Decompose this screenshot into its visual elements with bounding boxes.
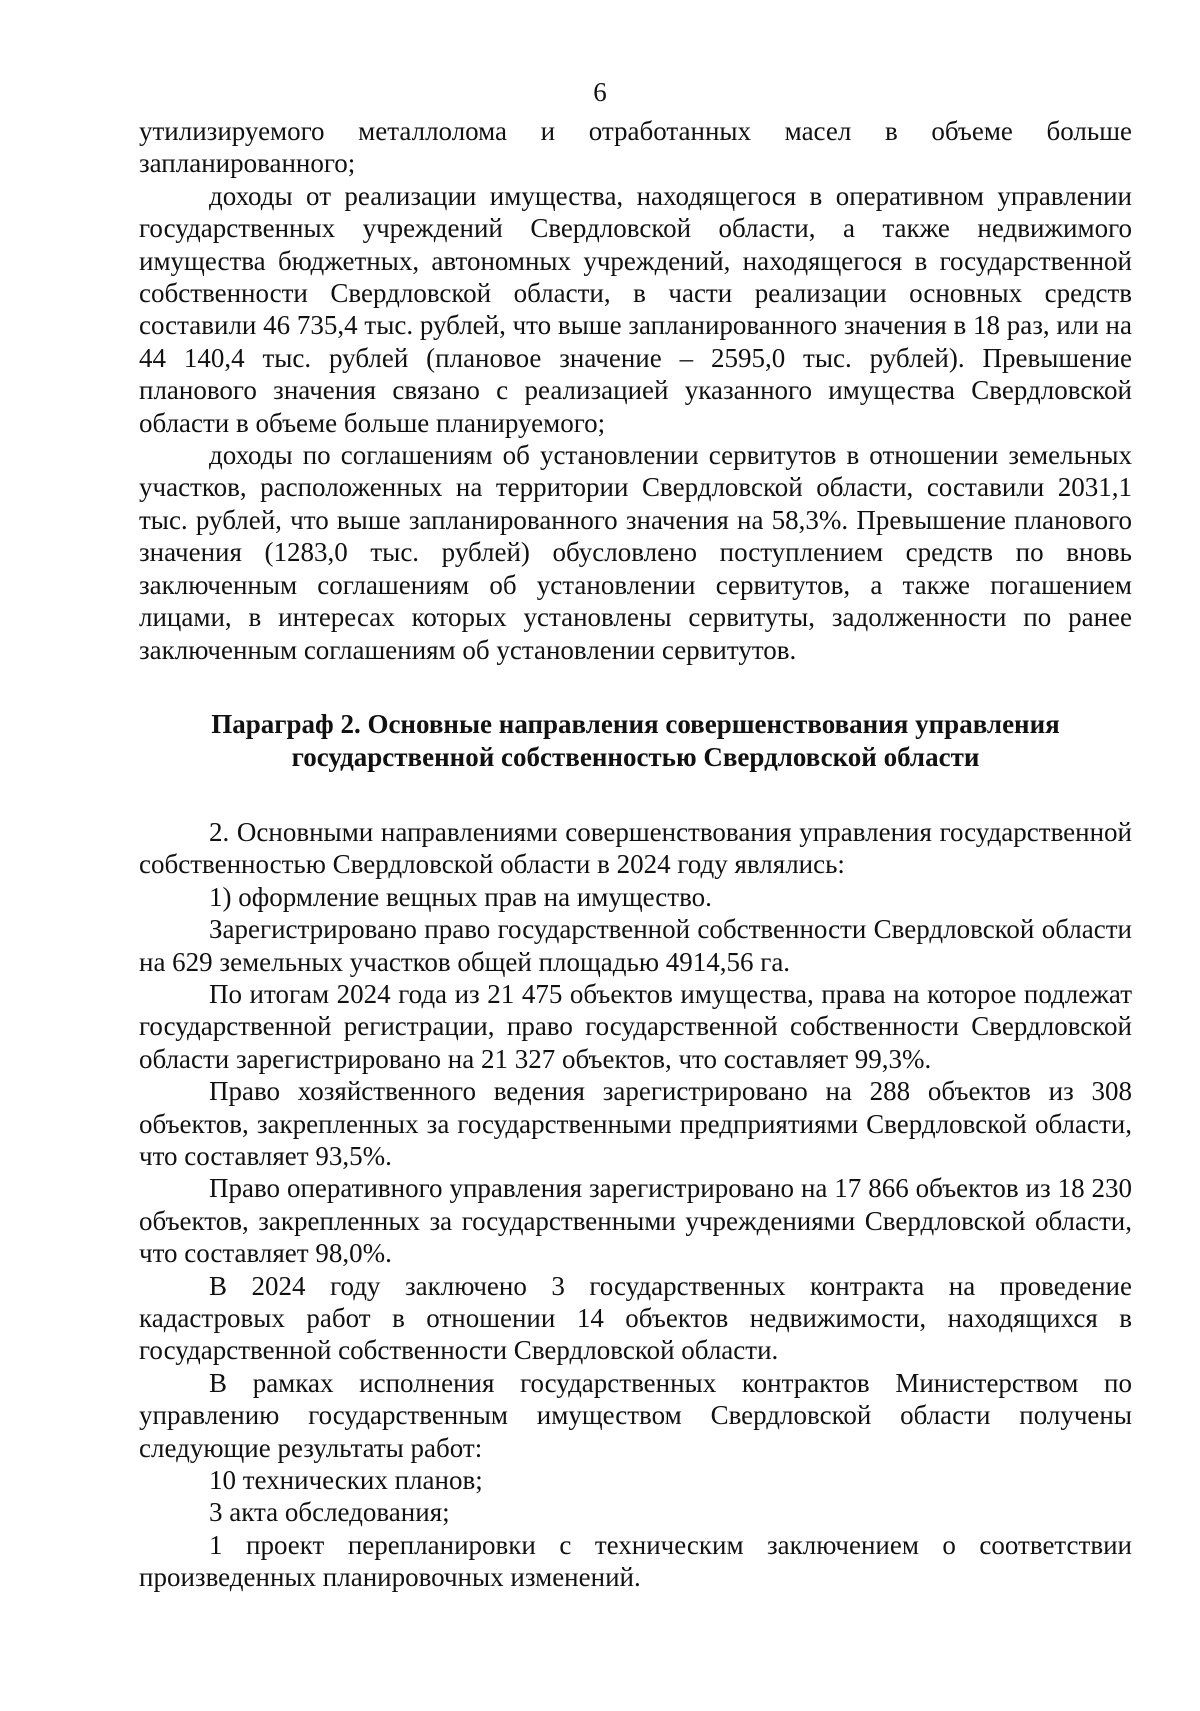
paragraph: 1) оформление вещных прав на имущество. xyxy=(209,881,712,912)
paragraph: 2. Основными направлениями совершенствования управления государственной собственностью Свердловской области в 2024 году являлись: xyxy=(139,816,1132,880)
paragraph: утилизируемого металлолома и отработанных масел в объеме больше запланированного; xyxy=(139,116,1132,179)
document-body xyxy=(139,115,1132,1594)
paragraph: доходы по соглашениям об установлении сервитутов в отношении земельных участков, расположенных на территории Свердловской области, составили 2031,1 тыс. рублей, что выше запланированного значения на 58,3%. Превышение планового значения (1283,0 тыс. рублей) обусловлено поступлением средств по вновь заключенным соглашениям об установлении сервитутов, а также погашением лицами, в интересах которых установлены сервитуты, задолженности по ранее заключенным соглашениям об установлении сервитутов. xyxy=(139,440,1132,665)
list-item: 10 технических планов; xyxy=(209,1465,483,1496)
paragraph: В 2024 году заключено 3 государственных контракта на проведение кадастровых работ в отношении 14 объектов недвижимости, находящихся в государственной собственности Свердловской области. xyxy=(139,1270,1132,1366)
section-heading xyxy=(139,708,1132,774)
paragraph: доходы от реализации имущества, находящегося в оперативном управлении государственных учреждений Свердловской области, а также недвижимого имущества бюджетных, автономных учреждений, находящегося в государственной собственности Свердловской области, в части реализации основных средств составили 46 735,4 тыс. рублей, что выше запланированного значения в 18 раз, или на 44 140,4 тыс. рублей (плановое значение – 2595,0 тыс. рублей). Превышение планового значения связано с реализацией указанного имущества Свердловской области в объеме больше планируемого; xyxy=(139,180,1132,438)
paragraph: В рамках исполнения государственных контрактов Министерством по управлению государственным имуществом Свердловской области получены следующие результаты работ: xyxy=(139,1367,1132,1463)
section-heading-line: Параграф 2. Основные направления совершенствования управления xyxy=(211,708,1060,739)
paragraph: Право оперативного управления зарегистрировано на 17 866 объектов из 18 230 объектов, закрепленных за государственными учреждениями Свердловской области, что составляет 98,0%. xyxy=(139,1173,1132,1269)
paragraph: По итогам 2024 года из 21 475 объектов имущества, права на которое подлежат государственной регистрации, право государственной собственности Свердловской области зарегистрировано на 21 327 объектов, что составляет 99,3%. xyxy=(139,978,1132,1074)
page-number: 6 xyxy=(593,77,607,107)
list-item: 3 акта обследования; xyxy=(209,1497,450,1528)
section-heading-line: государственной собственностью Свердловской области xyxy=(291,741,980,772)
paragraph: Право хозяйственного ведения зарегистрировано на 288 объектов из 308 объектов, закрепленных за государственными предприятиями Свердловской области, что составляет 93,5%. xyxy=(139,1076,1132,1171)
paragraph: Зарегистрировано право государственной собственности Свердловской области на 629 земельных участков общей площадью 4914,56 га. xyxy=(139,914,1132,977)
list-item: 1 проект перепланировки с техническим заключением о соответствии произведенных планировочных изменений. xyxy=(139,1529,1132,1593)
